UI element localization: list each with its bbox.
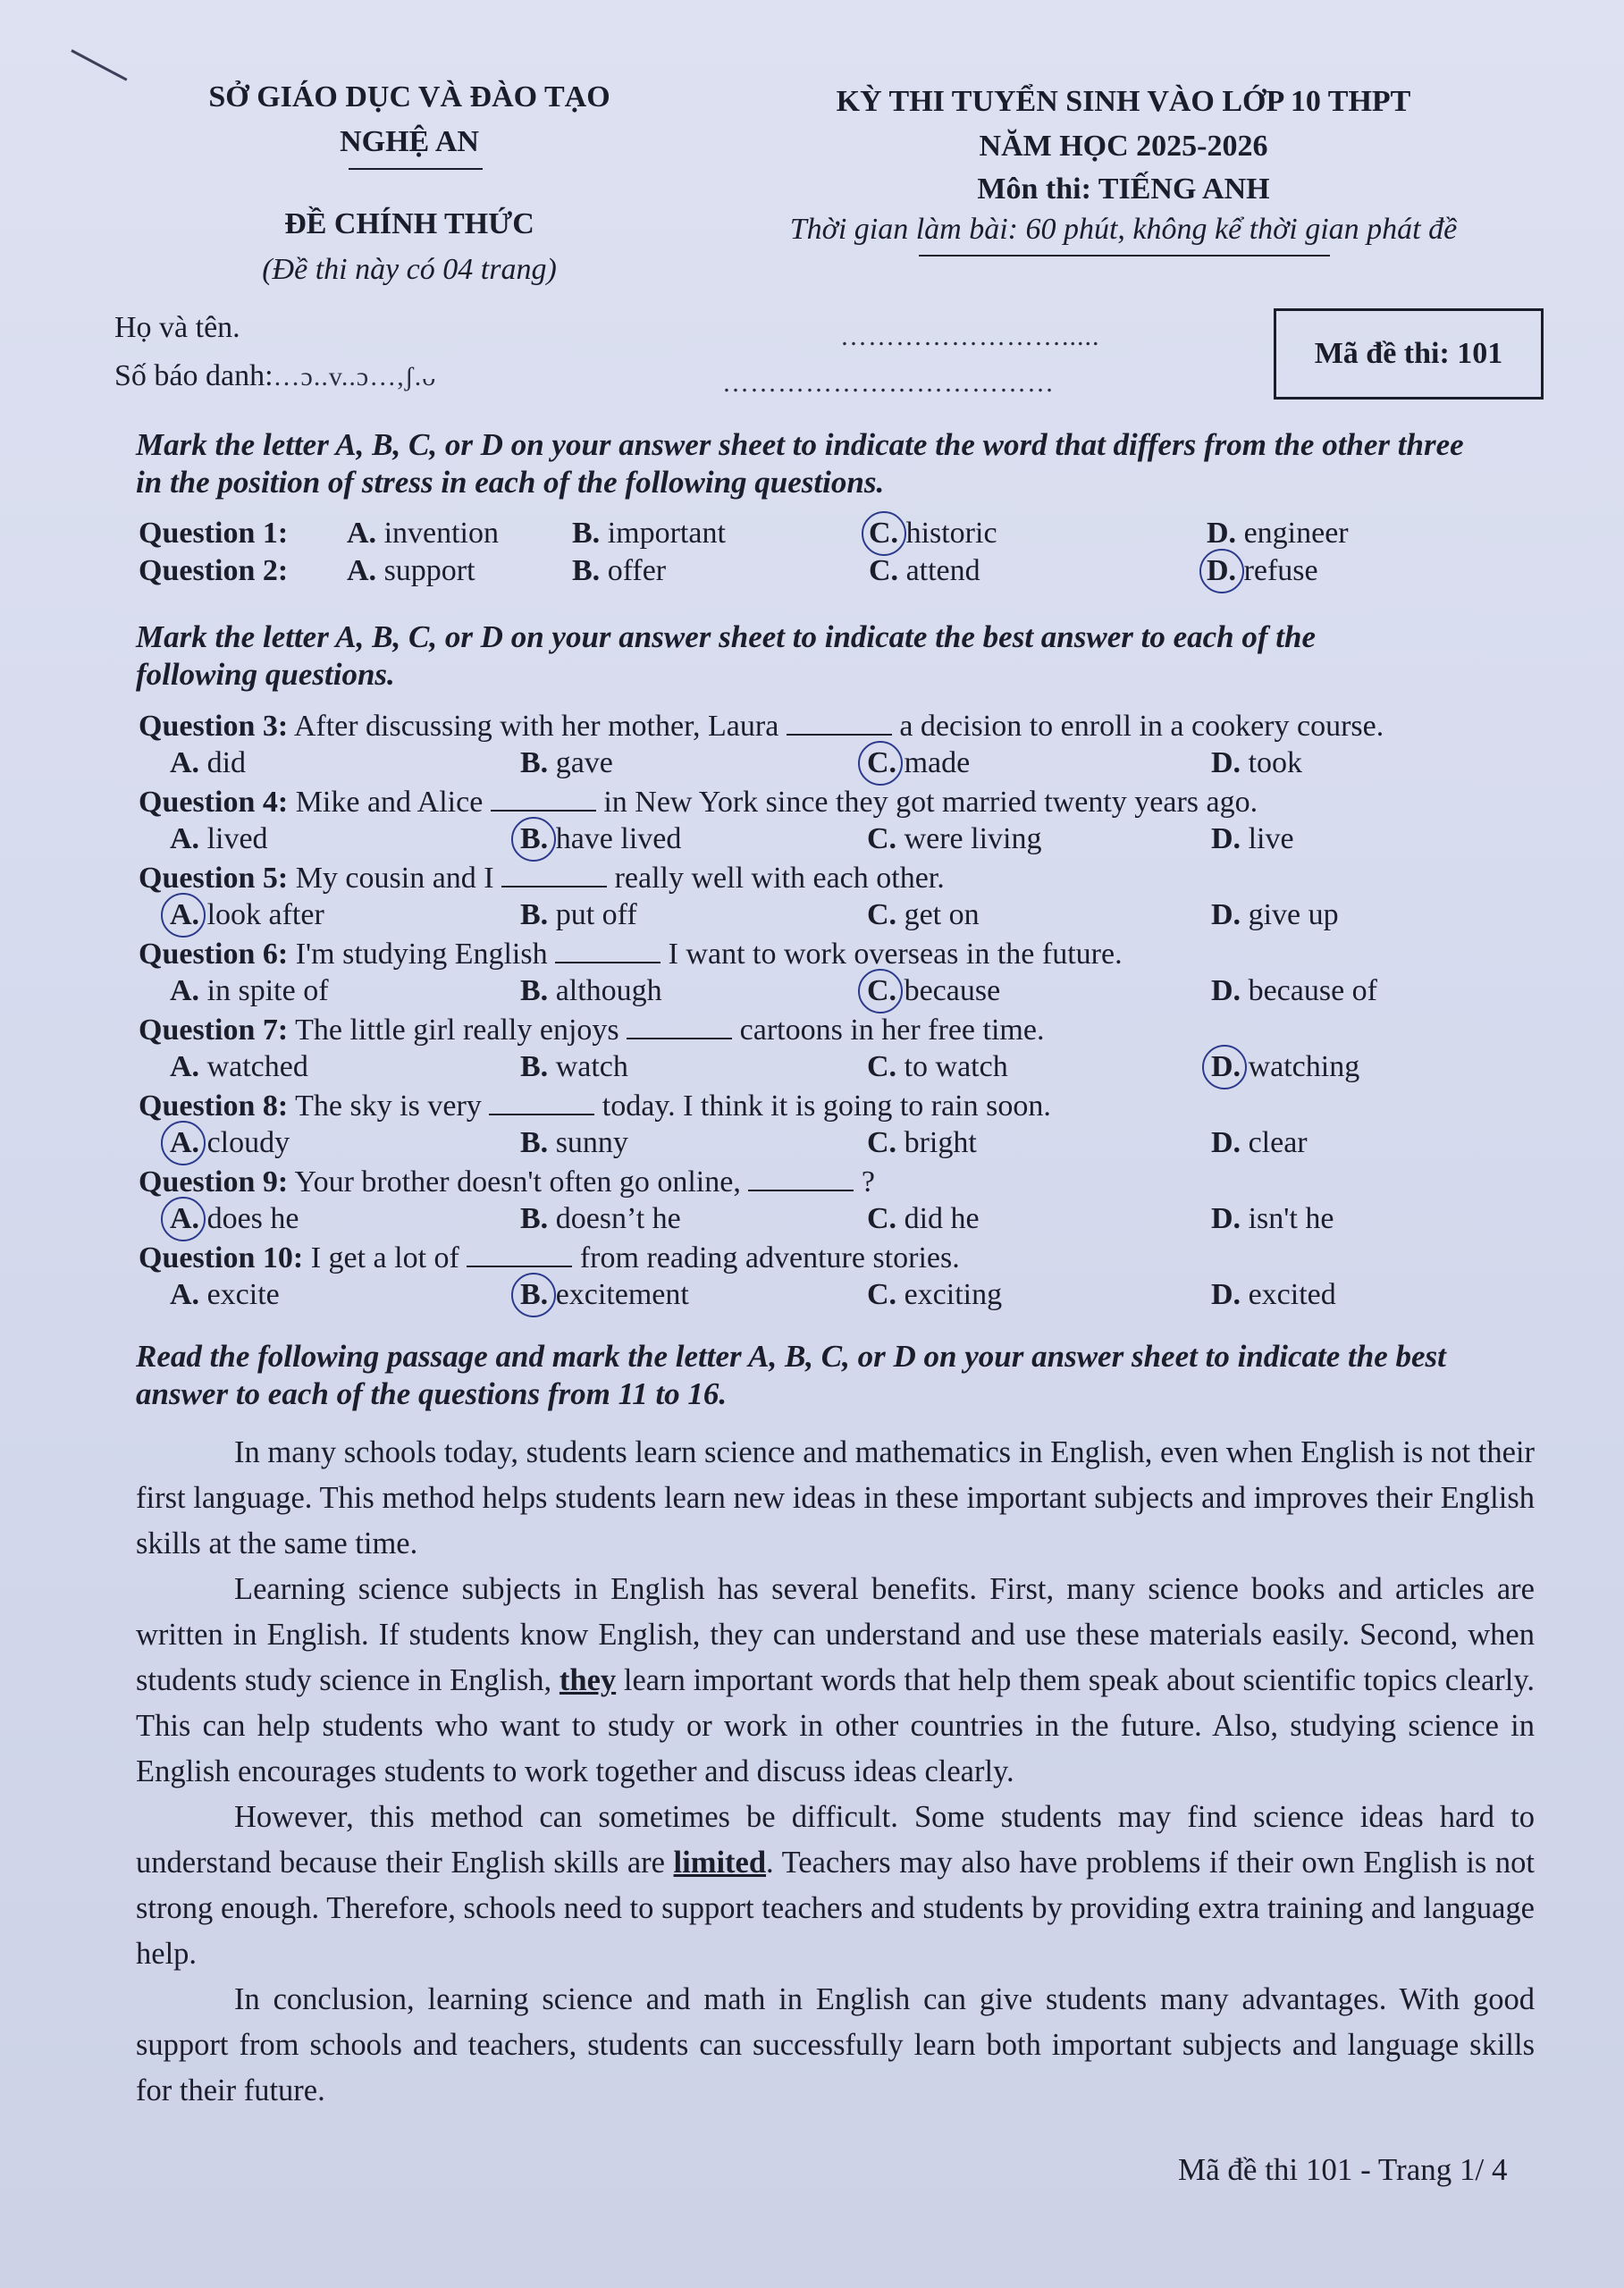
option-text: get on — [904, 898, 980, 931]
candidate-id-handwritten: …ɔ..v..ɔ…,ʃ.ᴗ — [273, 362, 437, 391]
subject-title: Môn thi: TIẾNG ANH — [977, 172, 1270, 206]
option-text: although — [555, 974, 662, 1007]
option-text: took — [1248, 746, 1303, 779]
option-letter: C. — [869, 517, 899, 550]
answer-option[interactable] — [1211, 974, 1377, 1008]
answer-option[interactable] — [869, 554, 980, 588]
p3-before: However, this method can sometimes be difficult. Some students may find science ideas hard to understand because their English skills are — [136, 1800, 1535, 1880]
stem-after-blank: ? — [861, 1165, 875, 1199]
stem-before-blank: The sky is very — [295, 1089, 482, 1123]
question-stem — [139, 1089, 1051, 1123]
option-letter: C. — [867, 746, 897, 779]
reading-passage — [136, 1430, 1535, 2114]
option-letter: C. — [867, 898, 897, 931]
option-letter: C. — [867, 1202, 897, 1235]
answer-option[interactable] — [1207, 517, 1349, 551]
question-label: Question 3: — [139, 710, 289, 743]
option-letter: C. — [867, 822, 897, 855]
option-letter: B. — [520, 1050, 549, 1083]
answer-option[interactable] — [170, 974, 329, 1008]
option-text: sunny — [555, 1126, 628, 1159]
option-text: doesn’t he — [555, 1202, 681, 1235]
option-letter: D. — [1211, 1278, 1241, 1311]
option-text: live — [1248, 822, 1294, 855]
answer-option[interactable] — [520, 1050, 628, 1084]
province-underline — [349, 168, 483, 170]
option-text: exciting — [904, 1278, 1003, 1311]
option-letter: A. — [170, 822, 200, 855]
question-label: Question 7: — [139, 1014, 289, 1047]
question-stem — [139, 709, 1384, 744]
id-dots: ……………………………… — [722, 368, 1055, 398]
option-letter: A. — [170, 974, 200, 1007]
option-text: excitement — [555, 1278, 689, 1311]
option-letter: C. — [867, 1050, 897, 1083]
option-letter: B. — [520, 1202, 549, 1235]
p2-after: learn important words that help them speak about scientific topics clearly. This can help students who want to study or work in other countries in the future. Also, studying science in English encourages students to work together and discuss ideas clearly. — [136, 1663, 1536, 1788]
handwritten-answer-circle — [161, 893, 206, 938]
handwritten-answer-circle — [511, 1273, 556, 1317]
answer-blank — [491, 785, 596, 812]
pen-stroke-mark — [71, 49, 127, 81]
stem-before-blank: Your brother doesn't often go online, — [294, 1165, 741, 1199]
option-text: refuse — [1243, 554, 1318, 587]
option-letter: D. — [1211, 746, 1241, 779]
answer-blank — [748, 1165, 854, 1191]
question-label: Question 5: — [139, 862, 289, 895]
passage-paragraph-4: In conclusion, learning science and math in English can give students many advantages. With good support from schools and teachers, students can successfully learn both important subjects and language skills for their future. — [136, 1982, 1535, 2107]
answer-blank — [627, 1013, 732, 1039]
answer-option[interactable] — [867, 1278, 1002, 1312]
best-answer-instruction: Mark the letter A, B, C, or D on your answer sheet to indicate the best answer to each of the following questions. — [136, 619, 1317, 692]
stem-after-blank: today. I think it is going to rain soon. — [602, 1089, 1051, 1123]
question-label: Question 4: — [139, 786, 289, 819]
handwritten-answer-circle — [1202, 1045, 1247, 1089]
option-text: to watch — [904, 1050, 1008, 1083]
option-letter: A. — [347, 554, 377, 587]
option-letter: D. — [1211, 1126, 1241, 1159]
question-label: Question 6: — [139, 938, 289, 971]
option-text: were living — [904, 822, 1042, 855]
answer-option[interactable] — [1211, 898, 1339, 932]
answer-option[interactable] — [520, 898, 637, 932]
passage-paragraph-2 — [136, 1567, 1535, 1795]
answer-blank — [467, 1241, 572, 1267]
option-text: gave — [555, 746, 613, 779]
department-name: SỞ GIÁO DỤC VÀ ĐÀO TẠO — [208, 80, 610, 114]
answer-option[interactable] — [347, 554, 475, 588]
stress-question-label: Question 1: — [139, 517, 289, 550]
question-stem — [139, 861, 945, 896]
option-letter: D. — [1207, 517, 1237, 550]
name-dots: ……………………..... — [840, 322, 1100, 351]
exam-duration: Thời gian làm bài: 60 phút, không kể thời gian phát đề — [789, 213, 1458, 246]
option-letter: D. — [1211, 974, 1241, 1007]
option-text: have lived — [555, 822, 682, 855]
option-text: engineer — [1243, 517, 1349, 550]
school-year: NĂM HỌC 2025-2026 — [979, 130, 1268, 163]
question-label: Question 9: — [139, 1165, 289, 1199]
stem-after-blank: really well with each other. — [614, 862, 945, 895]
answer-blank — [555, 937, 661, 963]
stem-before-blank: My cousin and I — [295, 862, 494, 895]
answer-option[interactable] — [867, 1202, 980, 1236]
passage-paragraph-1: In many schools today, students learn science and mathematics in English, even when English is not their first language. This method helps students learn new ideas in these important subjects and improves their English skills at the same time. — [136, 1435, 1535, 1560]
option-letter: D. — [1207, 554, 1237, 587]
option-text: clear — [1248, 1126, 1308, 1159]
answer-option[interactable] — [1211, 1202, 1334, 1236]
option-text: give up — [1248, 898, 1339, 931]
stem-after-blank: a decision to enroll in a cookery course. — [899, 710, 1384, 743]
duration-underline — [919, 255, 1330, 257]
stem-before-blank: After discussing with her mother, Laura — [293, 710, 779, 743]
stem-before-blank: I get a lot of — [310, 1241, 459, 1274]
answer-option[interactable] — [520, 1202, 681, 1236]
option-letter: D. — [1211, 822, 1241, 855]
candidate-id-label — [114, 359, 436, 393]
answer-option[interactable] — [170, 1278, 280, 1312]
option-letter: B. — [572, 554, 601, 587]
option-letter: B. — [520, 1126, 549, 1159]
stem-before-blank: I'm studying English — [295, 938, 548, 971]
option-text: support — [383, 554, 475, 587]
question-stem — [139, 1241, 960, 1275]
option-letter: C. — [869, 554, 899, 587]
question-label: Question 10: — [139, 1241, 304, 1274]
option-letter: A. — [170, 1202, 200, 1235]
answer-option[interactable] — [572, 554, 666, 588]
option-text: isn't he — [1248, 1202, 1334, 1235]
option-letter: A. — [170, 1278, 200, 1311]
option-letter: D. — [1211, 1050, 1241, 1083]
option-letter: B. — [520, 974, 549, 1007]
page-count-note: (Đề thi này có 04 trang) — [262, 253, 557, 286]
p3-after: . Teachers may also have problems if their own English is not strong enough. Therefore, schools need to support teachers and students by providing extra training and language help. — [136, 1846, 1536, 1971]
option-letter: A. — [170, 898, 200, 931]
answer-option[interactable] — [867, 822, 1041, 856]
answer-option[interactable] — [520, 746, 613, 780]
official-exam-label: ĐỀ CHÍNH THỨC — [284, 207, 534, 240]
option-text: cloudy — [206, 1126, 290, 1159]
option-text: put off — [555, 898, 637, 931]
option-text: invention — [383, 517, 499, 550]
handwritten-answer-circle — [858, 969, 903, 1014]
answer-blank — [501, 861, 607, 887]
handwritten-answer-circle — [161, 1121, 206, 1165]
option-letter: B. — [520, 1278, 549, 1311]
option-letter: A. — [347, 517, 377, 550]
option-letter: B. — [572, 517, 601, 550]
answer-option[interactable] — [1211, 1278, 1336, 1312]
exam-title: KỲ THI TUYỂN SINH VÀO LỚP 10 THPT — [836, 85, 1411, 118]
question-stem — [139, 785, 1258, 820]
answer-option[interactable] — [867, 1126, 977, 1160]
answer-option[interactable] — [867, 898, 980, 932]
option-text: attend — [905, 554, 980, 587]
passage-paragraph-3 — [136, 1795, 1535, 1977]
stem-before-blank: Mike and Alice — [295, 786, 484, 819]
answer-option[interactable] — [347, 517, 499, 551]
name-label: Họ và tên. — [114, 311, 240, 344]
stem-after-blank: cartoons in her free time. — [739, 1014, 1045, 1047]
option-letter: C. — [867, 1278, 897, 1311]
option-text: watched — [206, 1050, 308, 1083]
handwritten-answer-circle — [862, 511, 906, 556]
option-text: excite — [206, 1278, 280, 1311]
option-letter: B. — [520, 898, 549, 931]
option-text: lived — [206, 822, 268, 855]
underlined-word-limited: limited — [673, 1846, 767, 1880]
stress-instruction: Mark the letter A, B, C, or D on your answer sheet to indicate the word that differs from the other three in the position of stress in each of the following questions. — [136, 427, 1464, 500]
option-letter: D. — [1211, 898, 1241, 931]
stem-after-blank: from reading adventure stories. — [579, 1241, 960, 1274]
option-text: did — [206, 746, 247, 779]
passage-instruction: Read the following passage and mark the letter A, B, C, or D on your answer sheet to indicate the best answer to each of the questions from 11 to 16. — [136, 1339, 1446, 1411]
question-label: Question 8: — [139, 1089, 289, 1123]
handwritten-answer-circle — [511, 817, 556, 862]
question-stem — [139, 1165, 875, 1199]
option-text: in spite of — [206, 974, 329, 1007]
option-text: watch — [555, 1050, 628, 1083]
option-text: watching — [1248, 1050, 1360, 1083]
handwritten-answer-circle — [1199, 549, 1244, 593]
stress-question-label: Question 2: — [139, 554, 289, 587]
option-letter: C. — [867, 974, 897, 1007]
handwritten-answer-circle — [161, 1197, 206, 1241]
stem-after-blank: in New York since they got married twenty years ago. — [603, 786, 1258, 819]
province-name: NGHỆ AN — [340, 125, 479, 158]
handwritten-answer-circle — [858, 741, 903, 786]
option-letter: A. — [170, 1050, 200, 1083]
option-text: excited — [1248, 1278, 1336, 1311]
option-letter: D. — [1211, 1202, 1241, 1235]
answer-blank — [787, 709, 892, 736]
answer-option[interactable] — [520, 1126, 628, 1160]
underlined-word-they: they — [559, 1663, 617, 1697]
option-text: does he — [206, 1202, 299, 1235]
option-letter: A. — [170, 746, 200, 779]
answer-option[interactable] — [520, 974, 662, 1008]
option-letter: C. — [867, 1126, 897, 1159]
option-text: because of — [1248, 974, 1377, 1007]
answer-option[interactable] — [1211, 746, 1302, 780]
option-letter: B. — [520, 746, 549, 779]
option-text: bright — [904, 1126, 977, 1159]
question-stem — [139, 1013, 1044, 1047]
option-letter: A. — [170, 1126, 200, 1159]
page-footer: Mã đề thi 101 - Trang 1/ 4 — [1178, 2152, 1508, 2187]
p2-before: Learning science subjects in English has several benefits. First, many science books and articles are written in English. If students know English, they can understand and use these materials easily. Second, when students study science in English, — [136, 1572, 1535, 1697]
option-text: important — [607, 517, 726, 550]
option-text: look after — [206, 898, 324, 931]
answer-blank — [489, 1089, 594, 1115]
answer-option[interactable] — [1211, 1126, 1308, 1160]
answer-option[interactable] — [170, 1050, 308, 1084]
question-stem — [139, 937, 1123, 972]
exam-code-box: Mã đề thi: 101 — [1274, 308, 1544, 400]
answer-option[interactable] — [170, 822, 268, 856]
option-text: made — [904, 746, 971, 779]
option-text: did he — [904, 1202, 980, 1235]
answer-option[interactable] — [1211, 822, 1294, 856]
option-letter: B. — [520, 822, 549, 855]
answer-option[interactable] — [572, 517, 726, 551]
stem-after-blank: I want to work overseas in the future. — [668, 938, 1123, 971]
option-text: historic — [905, 517, 997, 550]
answer-option[interactable] — [170, 746, 246, 780]
option-text: because — [904, 974, 1001, 1007]
option-text: offer — [607, 554, 667, 587]
stem-before-blank: The little girl really enjoys — [295, 1014, 619, 1047]
candidate-id-text: Số báo danh: — [114, 359, 273, 392]
answer-option[interactable] — [867, 1050, 1008, 1084]
